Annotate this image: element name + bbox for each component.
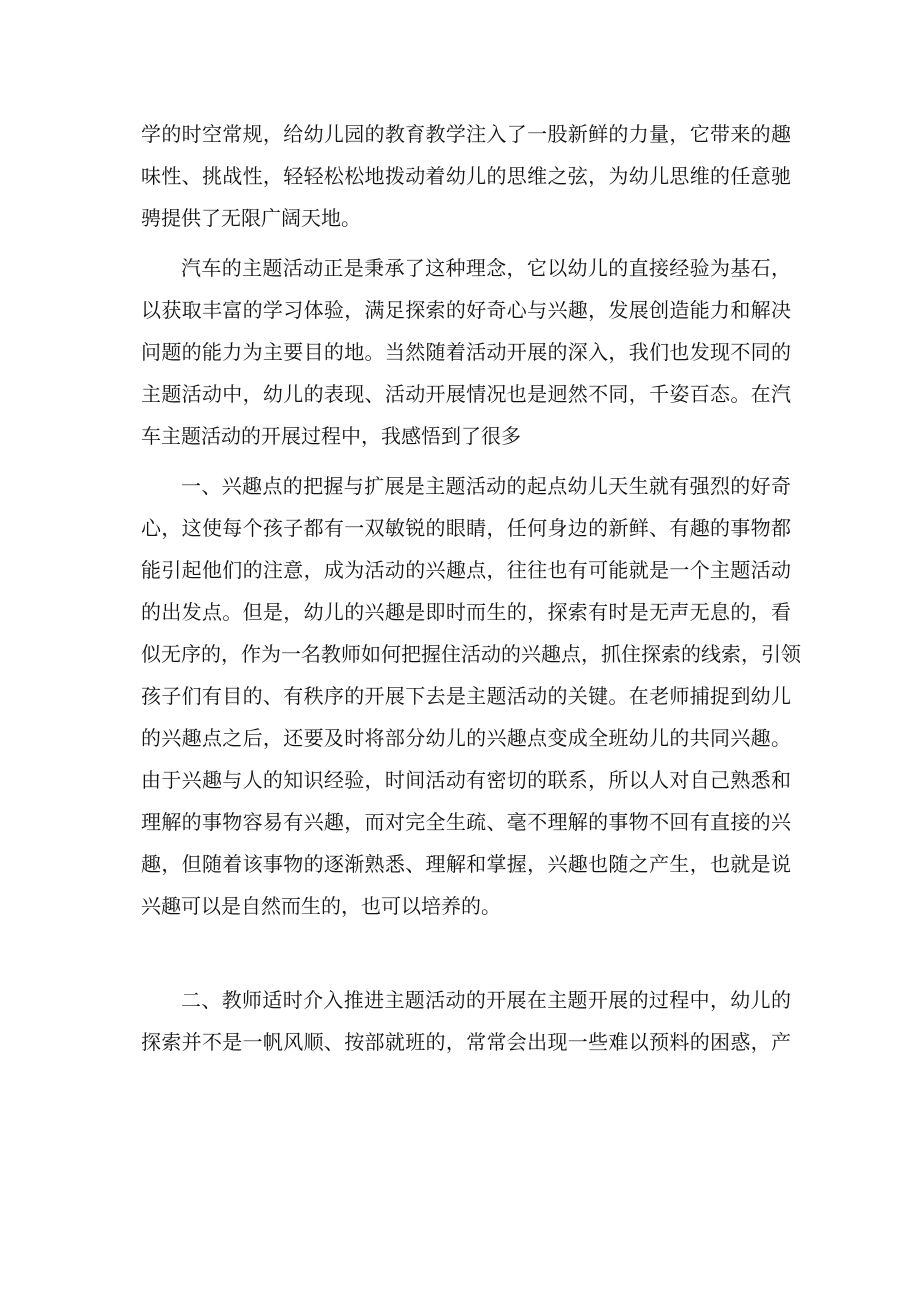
paragraph-1 (141, 113, 791, 239)
text-line: 一、兴趣点的把握与扩展是主题活动的起点幼儿天生就有强烈的好奇 (181, 474, 791, 498)
text-line: 的出发点。但是，幼儿的兴趣是即时而生的，探索有时是无声无息的，看 (141, 600, 791, 624)
text-line: 兴趣可以是自然而生的，也可以培养的。 (141, 894, 501, 918)
text-line: 趣，但随着该事物的逐渐熟悉、理解和掌握，兴趣也随之产生，也就是说 (141, 852, 791, 876)
text-line: 的兴趣点之后，还要及时将部分幼儿的兴趣点变成全班幼儿的共同兴趣。 (141, 726, 791, 750)
text-line: 味性、挑战性，轻轻松松地拨动着幼儿的思维之弦，为幼儿思维的任意驰 (141, 164, 791, 188)
text-line: 二、教师适时介入推进主题活动的开展在主题开展的过程中，幼儿的 (181, 988, 791, 1012)
text-line: 由于兴趣与人的知识经验，时间活动有密切的联系，所以人对自己熟悉和 (141, 768, 791, 792)
paragraph-2 (141, 247, 791, 457)
text-line: 探索并不是一帆风顺、按部就班的，常常会出现一些难以预料的困惑，产 (141, 1030, 791, 1054)
text-line: 心，这使每个孩子都有一双敏锐的眼睛，任何身边的新鲜、有趣的事物都 (141, 516, 791, 540)
paragraph-4 (141, 979, 791, 1063)
text-line: 车主题活动的开展过程中，我感悟到了很多 (141, 424, 521, 448)
text-line: 以获取丰富的学习体验，满足探索的好奇心与兴趣，发展创造能力和解决 (141, 298, 791, 322)
text-line: 主题活动中，幼儿的表现、活动开展情况也是迥然不同，千姿百态。在汽 (141, 382, 791, 406)
text-line: 似无序的，作为一名教师如何把握住活动的兴趣点，抓住探索的线索，引领 (141, 642, 801, 666)
text-line: 骋提供了无限广阔天地。 (141, 206, 361, 230)
text-line: 理解的事物容易有兴趣，而对完全生疏、毫不理解的事物不回有直接的兴 (141, 810, 791, 834)
text-line: 汽车的主题活动正是秉承了这种理念，它以幼儿的直接经验为基石， (181, 256, 791, 280)
paragraph-spacer (141, 935, 791, 979)
text-line: 能引起他们的注意，成为活动的兴趣点，往往也有可能就是一个主题活动 (141, 558, 791, 582)
text-line: 学的时空常规，给幼儿园的教育教学注入了一股新鲜的力量，它带来的趣 (141, 122, 791, 146)
paragraph-3 (141, 465, 801, 927)
text-line: 问题的能力为主要目的地。当然随着活动开展的深入，我们也发现不同的 (141, 340, 791, 364)
document-body (141, 113, 801, 1071)
text-line: 孩子们有目的、有秩序的开展下去是主题活动的关键。在老师捕捉到幼儿 (141, 684, 791, 708)
